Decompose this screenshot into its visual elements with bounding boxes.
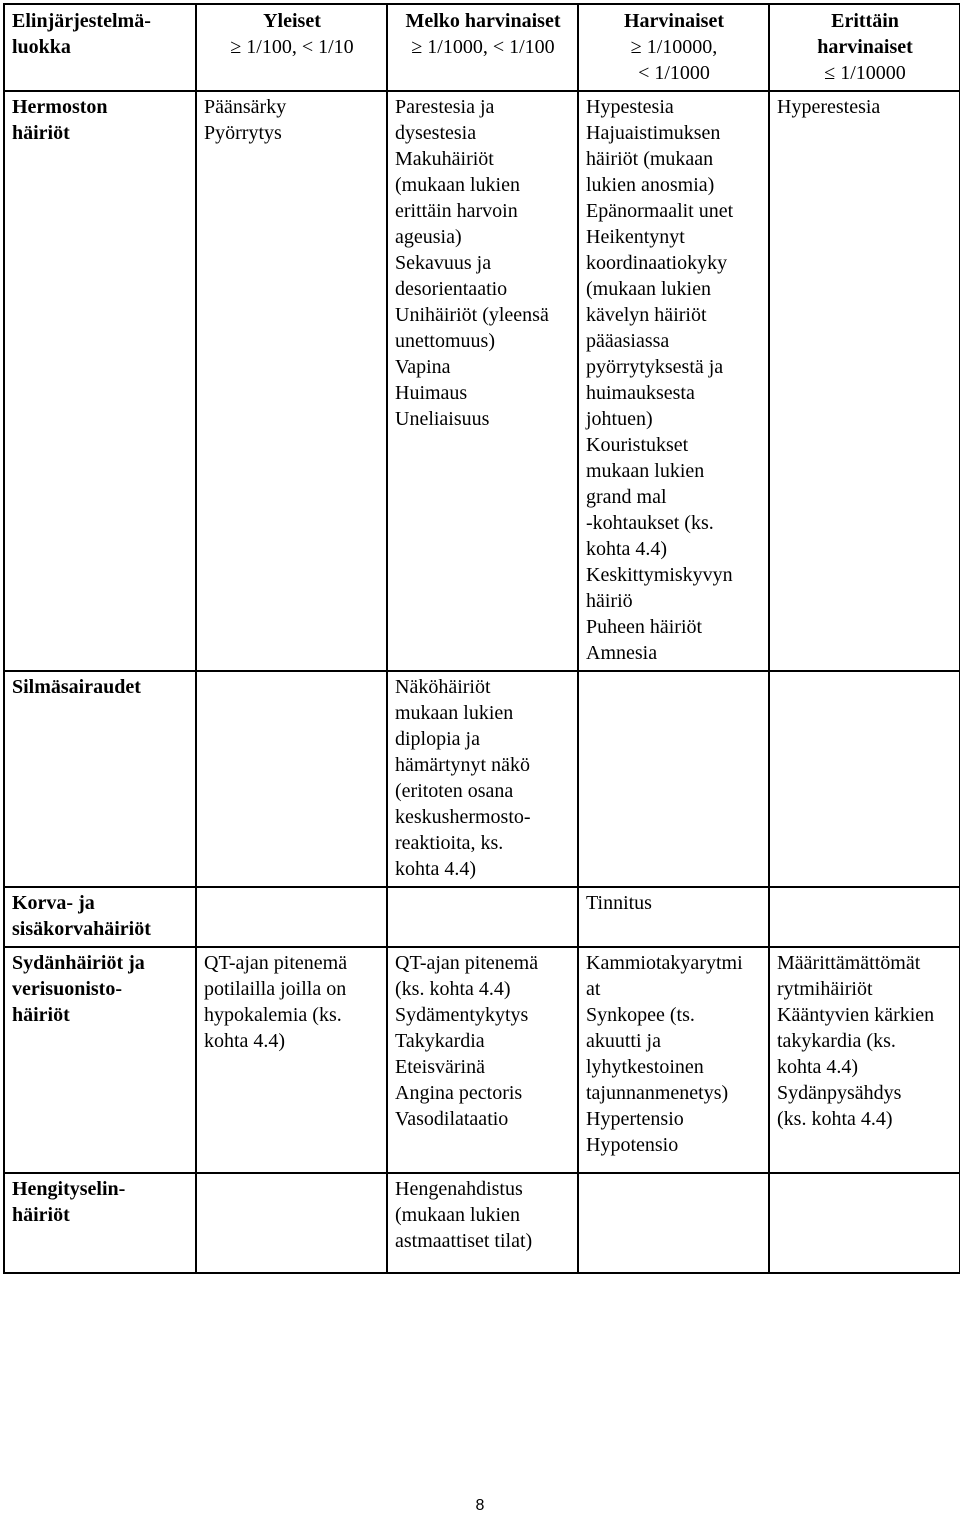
uncommon-cell	[387, 671, 578, 887]
cell-line: -kohtaukset (ks.	[586, 512, 714, 534]
header-organ-class-line: Elinjärjestelmä-	[12, 10, 151, 32]
cell-line: mukaan lukien	[395, 702, 514, 724]
cell-line: Hyperestesia	[777, 96, 881, 118]
uncommon-cell	[387, 1173, 578, 1273]
cell-line: (mukaan lukien	[395, 1204, 520, 1226]
uncommon-cell	[387, 91, 578, 671]
cell-line: Epänormaalit unet	[586, 200, 734, 222]
header-common	[196, 4, 387, 91]
header-common-range: ≥ 1/100, < 1/10	[230, 36, 354, 58]
cell-line: sisäkorvahäiriöt	[12, 918, 151, 940]
cell-line: takykardia (ks.	[777, 1030, 896, 1052]
cell-line: Päänsärky	[204, 96, 287, 118]
cell-line: Hengenahdistus	[395, 1178, 523, 1200]
cell-line: Kouristukset	[586, 434, 689, 456]
cell-line: häiriöt	[12, 1204, 70, 1226]
uncommon-cell	[387, 887, 578, 947]
organ-class-cell	[4, 1173, 196, 1273]
cell-line: astmaattiset tilat)	[395, 1230, 533, 1252]
cell-line: hämärtynyt näkö	[395, 754, 530, 776]
common-cell	[196, 91, 387, 671]
cell-line: häiriöt	[12, 1004, 70, 1026]
cell-line: Parestesia ja	[395, 96, 495, 118]
header-rare-range: ≥ 1/10000,	[630, 36, 718, 58]
header-uncommon-title: Melko harvinaiset	[405, 10, 561, 32]
cell-line: Takykardia	[395, 1030, 485, 1052]
cell-line: Tinnitus	[586, 892, 652, 914]
header-rare	[578, 4, 769, 91]
cell-line: diplopia ja	[395, 728, 480, 750]
cell-line: kohta 4.4)	[204, 1030, 286, 1052]
cell-line: (ks. kohta 4.4)	[777, 1108, 893, 1130]
cell-line: Heikentynyt	[586, 226, 685, 248]
common-cell	[196, 947, 387, 1173]
header-very-rare-title: Erittäin	[831, 10, 899, 32]
cell-line: at	[586, 978, 601, 1000]
cell-line: ageusia)	[395, 226, 462, 248]
cell-line: (ks. kohta 4.4)	[395, 978, 511, 1000]
cell-line: keskushermosto-	[395, 806, 531, 828]
cell-line: kävelyn häiriöt	[586, 304, 707, 326]
organ-class-cell	[4, 671, 196, 887]
header-row	[4, 4, 960, 91]
cell-line: Vapina	[395, 356, 451, 378]
header-very-rare-title: harvinaiset	[817, 36, 913, 58]
cell-line: Hypotensio	[586, 1134, 679, 1156]
cell-line: pääasiassa	[586, 330, 670, 352]
table-row	[4, 671, 960, 887]
cell-line: Silmäsairaudet	[12, 676, 141, 698]
cell-line: lukien anosmia)	[586, 174, 715, 196]
cell-line: Hermoston	[12, 96, 108, 118]
organ-class-cell	[4, 947, 196, 1173]
header-uncommon	[387, 4, 578, 91]
cell-line: Korva- ja	[12, 892, 95, 914]
header-common-title: Yleiset	[263, 10, 321, 32]
cell-line: grand mal	[586, 486, 667, 508]
header-rare-range: < 1/1000	[638, 62, 710, 84]
cell-line: mukaan lukien	[586, 460, 705, 482]
cell-line: erittäin harvoin	[395, 200, 518, 222]
very-rare-cell	[769, 1173, 960, 1273]
very-rare-cell	[769, 947, 960, 1173]
header-uncommon-range: ≥ 1/1000, < 1/100	[411, 36, 555, 58]
header-rare-title: Harvinaiset	[624, 10, 724, 32]
cell-line: kohta 4.4)	[586, 538, 668, 560]
cell-line: Huimaus	[395, 382, 468, 404]
cell-line: Hypertensio	[586, 1108, 684, 1130]
cell-line: tajunnanmenetys)	[586, 1082, 729, 1104]
cell-line: lyhytkestoinen	[586, 1056, 704, 1078]
adverse-reactions-table	[3, 3, 960, 1274]
cell-line: Makuhäiriöt	[395, 148, 494, 170]
cell-line: Sydänpysähdys	[777, 1082, 902, 1104]
cell-line: (mukaan lukien	[586, 278, 711, 300]
cell-line: Näköhäiriöt	[395, 676, 491, 698]
uncommon-cell	[387, 947, 578, 1173]
cell-line: akuutti ja	[586, 1030, 661, 1052]
cell-line: dysestesia	[395, 122, 477, 144]
page-number: 8	[475, 1497, 485, 1514]
cell-line: pyörrytyksestä ja	[586, 356, 724, 378]
cell-line: rytmihäiriöt	[777, 978, 873, 1000]
cell-line: Pyörrytys	[204, 122, 282, 144]
cell-line: kohta 4.4)	[777, 1056, 859, 1078]
rare-cell	[578, 947, 769, 1173]
cell-line: kohta 4.4)	[395, 858, 477, 880]
cell-line: Synkopee (ts.	[586, 1004, 695, 1026]
cell-line: (eritoten osana	[395, 780, 514, 802]
cell-line: Sydämentykytys	[395, 1004, 529, 1026]
rare-cell	[578, 1173, 769, 1273]
cell-line: häiriö	[586, 590, 633, 612]
cell-line: Eteisvärinä	[395, 1056, 485, 1078]
table-row	[4, 91, 960, 671]
table-row	[4, 887, 960, 947]
cell-line: häiriöt (mukaan	[586, 148, 714, 170]
cell-line: verisuonisto-	[12, 978, 122, 1000]
cell-line: potilailla joilla on	[204, 978, 347, 1000]
cell-line: häiriöt	[12, 122, 70, 144]
cell-line: huimauksesta	[586, 382, 695, 404]
organ-class-cell	[4, 91, 196, 671]
cell-line: Unihäiriöt (yleensä	[395, 304, 549, 326]
table-row	[4, 1173, 960, 1273]
cell-line: Sydänhäiriöt ja	[12, 952, 145, 974]
cell-line: Uneliaisuus	[395, 408, 490, 430]
cell-line: desorientaatio	[395, 278, 508, 300]
cell-line: reaktioita, ks.	[395, 832, 504, 854]
common-cell	[196, 1173, 387, 1273]
organ-class-cell	[4, 887, 196, 947]
common-cell	[196, 671, 387, 887]
cell-line: Keskittymiskyvyn	[586, 564, 733, 586]
cell-line: Angina pectoris	[395, 1082, 523, 1104]
cell-line: QT-ajan pitenemä	[395, 952, 539, 974]
rare-cell	[578, 671, 769, 887]
cell-line: (mukaan lukien	[395, 174, 520, 196]
cell-line: Vasodilataatio	[395, 1108, 509, 1130]
cell-line: Hypestesia	[586, 96, 674, 118]
header-organ-class-line: luokka	[12, 36, 71, 58]
cell-line: koordinaatiokyky	[586, 252, 728, 274]
header-very-rare-range: ≤ 1/10000	[824, 62, 906, 84]
cell-line: hypokalemia (ks.	[204, 1004, 342, 1026]
header-very-rare	[769, 4, 960, 91]
very-rare-cell	[769, 887, 960, 947]
common-cell	[196, 887, 387, 947]
cell-line: Sekavuus ja	[395, 252, 492, 274]
table-body	[4, 91, 960, 1273]
cell-line: Hajuaistimuksen	[586, 122, 721, 144]
rare-cell	[578, 91, 769, 671]
cell-line: johtuen)	[586, 408, 653, 430]
table-row	[4, 947, 960, 1173]
cell-line: Kääntyvien kärkien	[777, 1004, 935, 1026]
cell-line: QT-ajan pitenemä	[204, 952, 348, 974]
cell-line: Kammiotakyarytmi	[586, 952, 743, 974]
very-rare-cell	[769, 91, 960, 671]
rare-cell	[578, 887, 769, 947]
cell-line: Puheen häiriöt	[586, 616, 703, 638]
cell-line: Amnesia	[586, 642, 658, 664]
very-rare-cell	[769, 671, 960, 887]
cell-line: Määrittämättömät	[777, 952, 921, 974]
header-organ-class	[4, 4, 196, 91]
cell-line: unettomuus)	[395, 330, 495, 352]
cell-line: Hengityselin-	[12, 1178, 126, 1200]
